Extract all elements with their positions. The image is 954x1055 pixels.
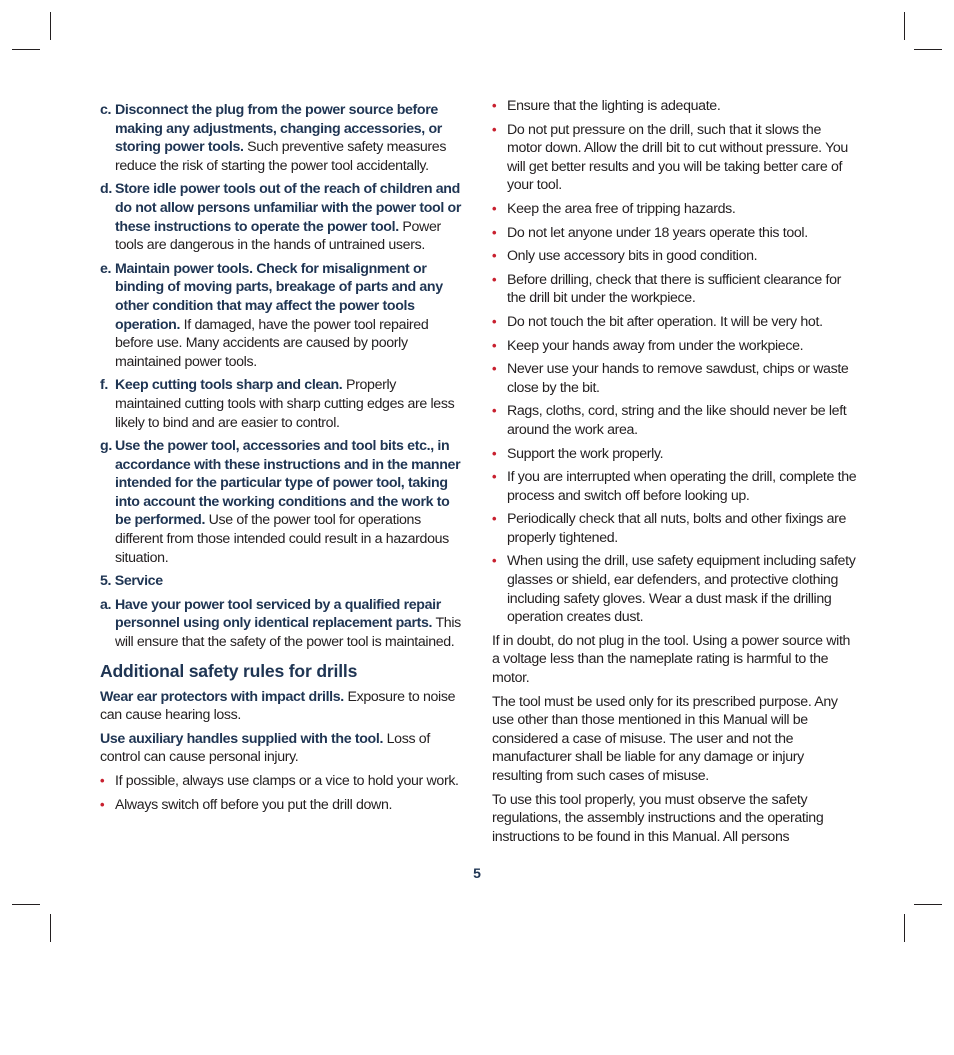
bullet-icon: • [492,511,497,527]
bullet-item [100,772,462,791]
item-bold-text: Store idle power tools out of the reach of children and do not allow persons unfamiliar with the power tool or these instructions to operate the power tool. [115,181,462,235]
bullet-text: Do not let anyone under 18 years operate this tool. [507,224,808,241]
bullet-item [492,445,857,464]
right-column [492,97,857,851]
crop-mark-bottom-right-v [904,914,905,942]
item-bold-text: Use the power tool, accessories and tool bits etc., in accordance with these instructions and in the manner intended for the particular type of power tool, taking into account the working conditions and the work to be performed. [115,438,461,529]
list-item-e [100,260,462,372]
item-bold-text: Maintain power tools. Check for misalignment or binding of moving parts, breakage of parts and any other condition that may affect the power tools operation. [115,260,443,333]
bullet-item [492,271,857,308]
bullet-text: If you are interrupted when operating the drill, complete the process and switch off before looking up. [507,469,857,504]
bullet-icon: • [492,313,497,329]
bullet-item [492,247,857,266]
bullet-item [492,552,857,626]
bullet-icon: • [492,224,497,240]
para-text: Loss of control can cause personal injury. [100,730,430,766]
bullet-icon: • [492,469,497,485]
bullet-icon: • [492,200,497,216]
service-heading: 5. Service [100,573,163,590]
item-label: g. [100,438,112,455]
item-text: If damaged, have the power tool repaired before use. Many accidents are caused by poorly maintained power tools. [115,316,429,370]
bullet-text: If possible, always use clamps or a vice to hold your work. [115,773,459,789]
item-bold-text: Keep cutting tools sharp and clean. [115,377,343,394]
bullet-text: Ensure that the lighting is adequate. [507,98,721,114]
bullet-item [492,402,857,439]
para-bold-text: Use auxiliary handles supplied with the tool. [100,730,384,747]
bullet-icon: • [492,337,497,353]
bullet-item [492,337,857,356]
bullet-text: Before drilling, check that there is sufficient clearance for the drill bit under the workpiece. [507,271,842,307]
crop-mark-bottom-left-h [12,904,40,905]
section-title: Additional safety rules for drills [100,660,358,681]
item-label: e. [100,260,112,277]
crop-mark-top-left-v [50,12,51,40]
list-item-d [100,180,462,254]
bullet-item [492,97,857,116]
paragraph-ear-protectors [100,688,462,725]
crop-mark-bottom-left-v [50,914,51,942]
list-item-g [100,437,462,567]
bullet-icon: • [492,248,497,264]
bullet-icon: • [492,553,497,569]
item-label: f. [100,377,108,394]
bullet-text: Do not put pressure on the drill, such that it slows the motor down. Allow the drill bit to cut without pressure. You will get better results and you will be taking better care of your tool. [507,121,848,194]
bullet-text: Rags, cloths, cord, string and the like should never be left around the work area. [507,403,847,438]
para-bold-text: Wear ear protectors with impact drills. [100,688,344,705]
bullet-icon: • [492,121,497,137]
bullet-item [492,200,857,219]
bullet-item [492,121,857,195]
bullet-icon: • [492,271,497,287]
bullet-item [100,796,462,815]
bullet-icon: • [492,361,497,377]
paragraph-auxiliary-handles [100,730,462,767]
item-text: Use of the power tool for operations different from those intended could result in a hazardous situation. [115,512,449,566]
item-text: Properly maintained cutting tools with sharp cutting edges are less likely to bind and are easier to control. [115,377,455,431]
bullet-text: Do not touch the bit after operation. It will be very hot. [507,313,823,330]
item-text: This will ensure that the safety of the power tool is maintained. [115,615,461,651]
page-number: 5 [473,865,481,881]
bullet-item [492,313,857,332]
list-item-service-a [100,596,462,652]
bullet-text: Never use your hands to remove sawdust, chips or waste close by the bit. [507,361,849,396]
item-text: Such preventive safety measures reduce the risk of starting the power tool accidentally. [115,139,447,174]
list-item-c [100,101,462,175]
paragraph-power-source: If in doubt, do not plug in the tool. Using a power source with a voltage less than the nameplate rating is harmful to the motor. [492,632,851,687]
bullet-text: Periodically check that all nuts, bolts and other fixings are properly tightened. [507,511,847,546]
crop-mark-top-right-v [904,12,905,40]
item-label: c. [100,102,112,118]
bullet-item [492,510,857,547]
crop-mark-top-right-h [914,49,942,50]
bullet-icon: • [100,773,105,788]
item-bold-text: Disconnect the plug from the power source before making any adjustments, changing accessories, or storing power tools. [115,102,442,156]
bullet-icon: • [492,98,497,113]
item-label: a. [100,596,112,613]
bullet-text: Keep the area free of tripping hazards. [507,200,736,217]
bullet-text: Only use accessory bits in good condition. [507,248,758,265]
bullet-icon: • [100,796,105,812]
left-column [100,101,462,819]
crop-mark-bottom-right-h [914,904,942,905]
bullet-text: When using the drill, use safety equipment including safety glasses or shield, ear defenders, and protective clothing including safety gloves. Wear a dust mask if the drilling operation creates dust. [507,553,856,626]
bullet-text: Always switch off before you put the drill down. [115,796,393,813]
list-item-f [100,376,462,432]
bullet-item [492,224,857,243]
bullet-text: Keep your hands away from under the workpiece. [507,337,804,354]
bullet-text: Support the work properly. [507,445,664,462]
item-label: d. [100,181,112,198]
para-text: Exposure to noise can cause hearing loss. [100,688,456,724]
paragraph-observe-regulations: To use this tool properly, you must observe the safety regulations, the assembly instructions and the operating instructions to be found in this Manual. All persons [492,791,824,845]
item-bold-text: Have your power tool serviced by a qualified repair personnel using only identical replacement parts. [115,596,441,632]
item-text: Power tools are dangerous in the hands of untrained users. [115,218,441,254]
bullet-item [492,468,857,505]
bullet-item [492,360,857,397]
bullet-icon: • [492,403,497,419]
crop-mark-top-left-h [12,49,40,50]
paragraph-prescribed-purpose: The tool must be used only for its prescribed purpose. Any use other than those mentioned in this Manual will be considered a case of misuse. The user and not the manufacturer shall be liable for any damage or injury resulting from such cases of misuse. [492,693,838,784]
bullet-icon: • [492,445,497,461]
